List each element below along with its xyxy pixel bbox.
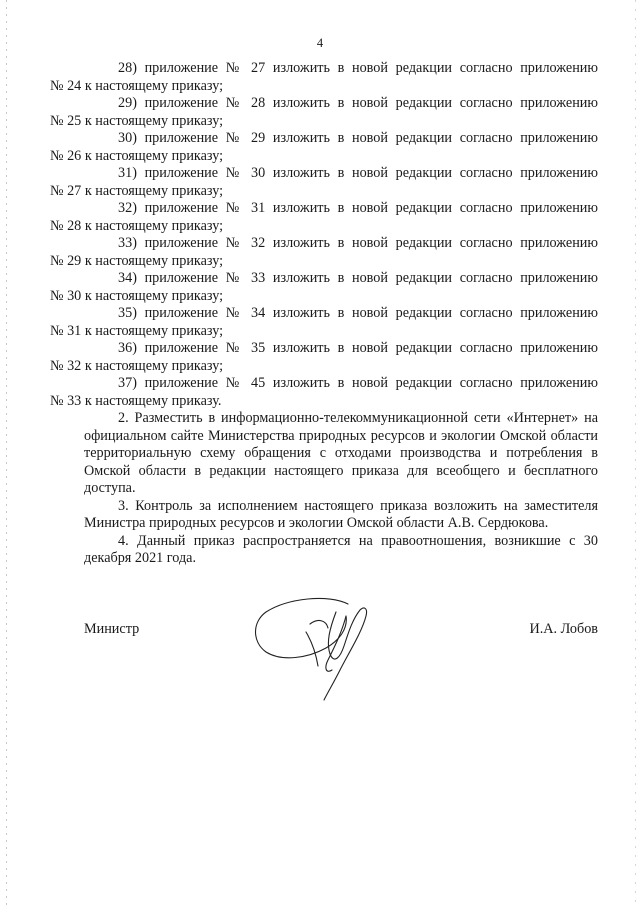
list-item-line: 37) приложение № 45 изложить в новой редакции согласно приложению bbox=[118, 375, 598, 391]
scan-edge-left bbox=[6, 0, 7, 905]
list-item bbox=[50, 130, 598, 165]
paragraph-effective-date: 4. Данный приказ распространяется на правоотношения, возникшие с 30 декабря 2021 года. bbox=[84, 532, 598, 566]
document-body bbox=[50, 60, 598, 568]
signatory-title: Министр bbox=[84, 621, 140, 637]
scan-edge-right bbox=[635, 0, 636, 905]
list-item bbox=[50, 340, 598, 375]
page-number: 4 bbox=[316, 36, 324, 50]
list-item-continuation: № 30 к настоящему приказу; bbox=[50, 287, 224, 304]
list-item-line: 28) приложение № 27 изложить в новой редакции согласно приложению bbox=[118, 60, 598, 76]
list-item-line: 30) приложение № 29 изложить в новой редакции согласно приложению bbox=[118, 130, 598, 146]
list-item-line: 33) приложение № 32 изложить в новой редакции согласно приложению bbox=[118, 235, 598, 251]
list-item-continuation: № 24 к настоящему приказу; bbox=[50, 77, 224, 94]
list-item-continuation: № 28 к настоящему приказу; bbox=[50, 217, 224, 234]
list-item-continuation: № 31 к настоящему приказу; bbox=[50, 322, 224, 339]
list-item bbox=[50, 235, 598, 270]
list-item-continuation: № 33 к настоящему приказу. bbox=[50, 392, 222, 409]
list-item bbox=[50, 375, 598, 410]
list-item-continuation: № 25 к настоящему приказу; bbox=[50, 112, 224, 129]
list-item-line: 32) приложение № 31 изложить в новой редакции согласно приложению bbox=[118, 200, 598, 216]
list-item-line: 35) приложение № 34 изложить в новой редакции согласно приложению bbox=[118, 305, 598, 321]
list-item-continuation: № 27 к настоящему приказу; bbox=[50, 182, 224, 199]
list-item bbox=[50, 200, 598, 235]
handwritten-signature-icon bbox=[248, 592, 388, 707]
list-item bbox=[50, 305, 598, 340]
list-item bbox=[50, 60, 598, 95]
list-item-continuation: № 32 к настоящему приказу; bbox=[50, 357, 224, 374]
list-item bbox=[50, 95, 598, 130]
list-item-line: 36) приложение № 35 изложить в новой редакции согласно приложению bbox=[118, 340, 598, 356]
list-item-continuation: № 26 к настоящему приказу; bbox=[50, 147, 224, 164]
list-item-line: 31) приложение № 30 изложить в новой редакции согласно приложению bbox=[118, 165, 598, 181]
list-item-line: 34) приложение № 33 изложить в новой редакции согласно приложению bbox=[118, 270, 598, 286]
paragraph-publication: 2. Разместить в информационно-телекоммуникационной сети «Интернет» на официальном сайте Министерства природных ресурсов и экологии Омской области территориальную схему обращения с отходами производства и потребления в Омской области в редакции настоящего приказа для всеобщего и бесплатного доступа. bbox=[84, 410, 598, 496]
list-item-line: 29) приложение № 28 изложить в новой редакции согласно приложению bbox=[118, 95, 598, 111]
list-item bbox=[50, 270, 598, 305]
list-item-continuation: № 29 к настоящему приказу; bbox=[50, 252, 224, 269]
signatory-name: И.А. Лобов bbox=[529, 621, 598, 637]
list-item bbox=[50, 165, 598, 200]
paragraph-control: 3. Контроль за исполнением настоящего приказа возложить на заместителя Министра природных ресурсов и экологии Омской области А.В. Сердюкова. bbox=[84, 497, 598, 531]
